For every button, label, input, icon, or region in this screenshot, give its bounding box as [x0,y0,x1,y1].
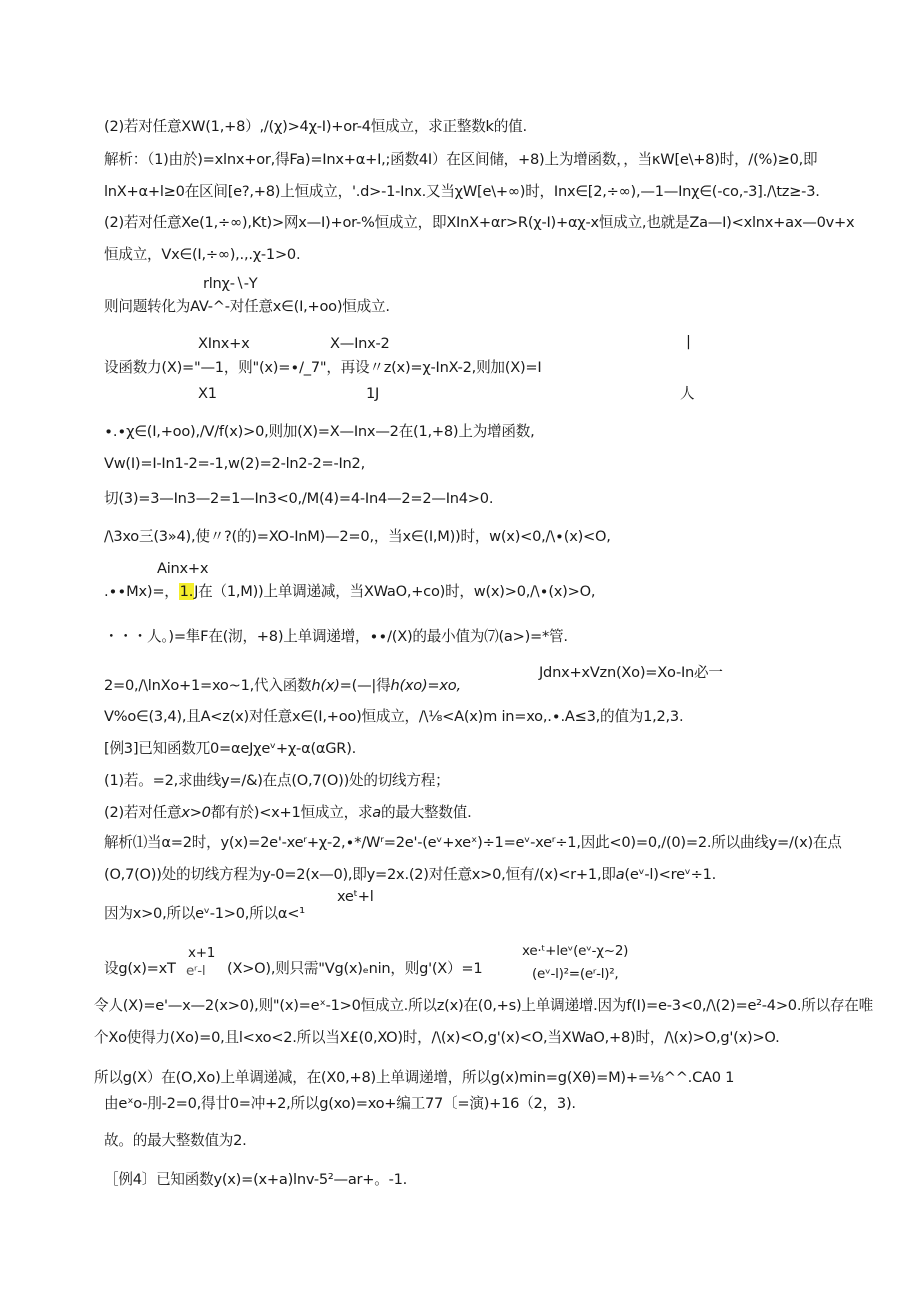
highlighted-text: 1. [179,583,194,600]
fraction-numerator: xe·ᵗ+leᵛ(eᵛ-χ~2) [522,943,629,959]
text-line: Jdnx+xVzn(Xo)=Xo-In必一 [539,664,723,681]
fraction-numerator: X—Inx-2 [330,335,390,352]
text-line: 解析⑴当α=2时，y(x)=2e'-xeʳ+χ-2,∙*∕Wʳ=2e'-(eᵛ+xeˣ)÷1=eᵛ-xeʳ÷1,因此<0)=0,/(0)=2.所以曲线y=/(x)在点 [104,834,842,851]
fraction-numerator: xeᵗ+l [337,888,374,905]
text-mark: | [686,333,691,350]
text-fragment: 都有於)<x+1恒成立，求 [210,804,373,821]
text-line: rlnχ-∖-Y [203,275,258,292]
fraction-denominator: (eᵛ-l)²=(eʳ-l)², [532,966,619,982]
text-line: (2)若对任意Xe(1,÷∞),Kt)>网x—I)+or-%恒成立，即XInX+αr>R(χ-I)+αχ-x恒成立,也就是Za—I)<xlnx+ax—0v+x [104,214,855,231]
text-line: (X>O),则只需"Vg(x)ₑnin，则g'(X）=1 [227,960,483,977]
text-line: 设g(x)=xT [104,960,176,977]
math-italic: h(xo)=xo, [390,677,461,694]
text-line: ［例4〕已知函数y(x)=(x+a)lnv-5²—ar+。-1. [104,1171,408,1188]
text-line: [例3]已知函数兀0=αeJχeᵛ+χ-α(αGR). [104,740,357,757]
text-line [104,866,716,884]
fraction-numerator: Ainx+x [157,560,209,577]
fraction-denominator: 1J [366,385,380,402]
text-line: 则问题转化为AV-^-对任意x∈(I,+oo)恒成立. [104,298,390,315]
text-line: (2)若对任意XW(1,+8）,/(χ)>4χ-I)+or-4恒成立，求正整数k的值. [104,118,527,135]
fraction-denominator: X1 [198,385,217,402]
math-italic: x>0 [181,804,211,821]
text-fragment: 的最大整数值. [381,804,472,821]
text-line: ∙.∙χ∈(I,+oo),∕V∕f(x)>0,则加(X)=X—Inx—2在(1,+8)上为增函数, [104,423,535,440]
text-line: V%o∈(3,4),且A<z(x)对任意x∈(I,+oo)恒成立，∕\⅛<A(x)m in=xo,.∙.A≤3,的值为1,2,3. [104,708,684,725]
text-line: 所以g(X）在(O,Xo)上单调递减，在(X0,+8)上单调递增，所以g(x)min=g(Xθ)=M)+=⅛^^.CA0 1 [94,1069,735,1086]
text-fragment: (O,7(O))处的切线方程为y-0=2(x—0),即y=2x.(2)对任意x>0,恒有/(x)<r+1,即 [104,866,616,883]
text-fragment: J在（1,M))上单调递减，当XWaO,+co)时，w(x)>0,∕\∙(x)>O, [194,583,596,600]
text-mark: 人 [680,385,695,402]
text-line: (1)若。=2,求曲线y=/&)在点(O,7(O))处的切线方程； [104,772,450,789]
text-line: Vw(I)=I-In1-2=-1,w(2)=2-ln2-2=-In2, [104,455,365,472]
text-line: lnX+α+l≥0在区间[e?,+8)上恒成立，'.d>-1-Inx.又当χW[e\+∞)时，Inx∈[2,÷∞),—1—Inχ∈(-co,-3].∕\tz≥-3. [104,183,820,200]
math-italic: a [615,866,625,883]
text-fragment: 2=0,∕\lnXo+1=xo~1,代入函数 [104,677,312,694]
text-line [104,804,471,822]
text-line: 切(3)=3—In3—2=1—In3<0,∕M(4)=4-In4—2=2—In4>0. [104,490,494,507]
text-line: ∕\3xo三(3»4),使〃?(的)=XO-InM)—2=0,，当x∈(I,M))时，w(x)<0,∕\∙(x)<O, [104,528,611,545]
text-line: 解析：（1)由於)=xlnx+or,得Fa)=Inx+α+I,;函数4I）在区间储，+8)上为增函数，，当κW[e\+8)时，/(%)≥0,即 [104,151,818,168]
text-line: 令人(X)=e'—x—2(x>0),则"(x)=eˣ-1>0恒成立.所以z(x)在(0,+s)上单调递增.因为f(I)=e-3<0,∕\(2)=e²-4>0.所以存在唯 [94,997,873,1014]
text-line: ・・・人。)=隼F在(沏，+8)上单调递增，∙∙/(X)的最小值为⑺(a>)=*管. [104,628,568,645]
text-line: 因为x>0,所以eᵛ-1>0,所以α<¹ [104,905,305,922]
text-fragment: .∙∙Mx)=， [104,583,179,600]
text-fragment: (eᵛ-l)<reᵛ÷1. [624,866,717,883]
text-line [104,583,595,601]
math-italic: h(x) [311,677,340,694]
fraction-denominator: eʳ-l [186,963,206,979]
text-line: 个Xo使得力(Xo)=0,且l<xo<2.所以当X£(0,XO)时，∕\(x)<O,g'(x)<O,当XWaO,+8)时，∕\(x)>O,g'(x)>O. [94,1029,780,1046]
text-line [104,677,461,695]
math-italic: a [372,804,381,821]
fraction-numerator: x+1 [188,945,216,961]
text-fragment: =(—|得 [339,677,391,694]
text-fragment: (2)若对任意 [104,804,182,821]
text-line: 由eˣo-刖-2=0,得廿0=冲+2,所以g(xo)=xo+编工77〔=演)+16（2，3). [104,1095,576,1112]
text-line: 设函数力(X)="—1，则"(x)=∙/_7"，再设〃z(x)=χ-InX-2,则加(X)=I [104,359,542,376]
text-line: 恒成立，Vx∈(I,÷∞),.,.χ-1>0. [104,246,301,263]
text-line: 故。的最大整数值为2. [104,1132,247,1149]
fraction-numerator: XInx+x [198,335,250,352]
